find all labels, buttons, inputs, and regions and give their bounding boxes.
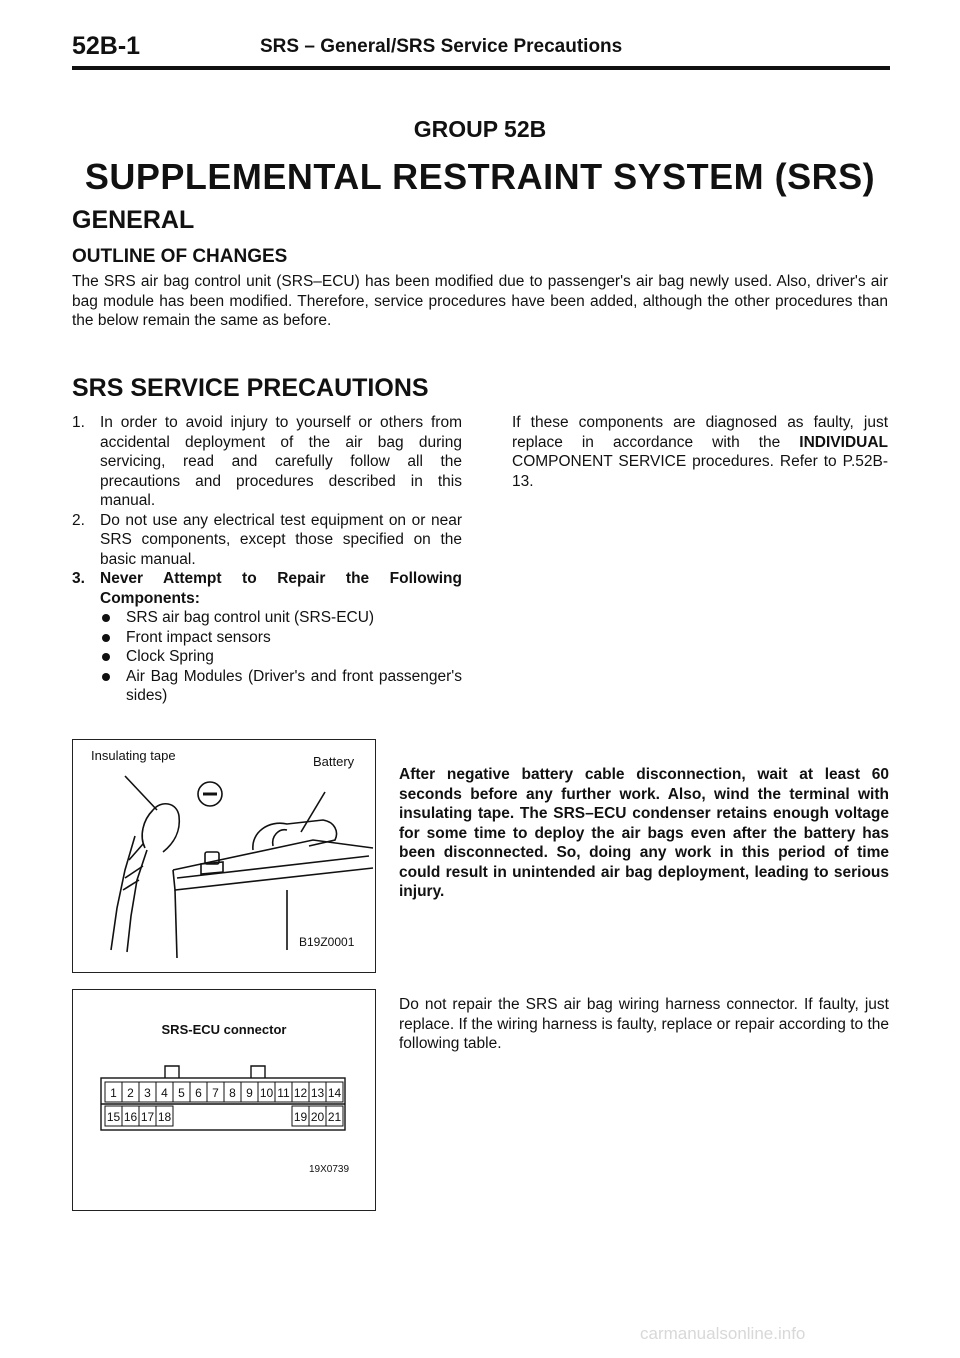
- pin-number: 2: [127, 1086, 134, 1100]
- list-item: SRS air bag control unit (SRS-ECU): [100, 608, 462, 628]
- list-item: Front impact sensors: [100, 628, 462, 648]
- precaution-item: [72, 511, 462, 570]
- connector-figure: [72, 989, 376, 1211]
- emphasis: INDIVIDUAL: [799, 433, 888, 451]
- item-number: 1.: [72, 414, 85, 431]
- pin-number: 10: [259, 1086, 274, 1100]
- precautions-list: [72, 413, 462, 706]
- pin-number: 16: [123, 1110, 138, 1124]
- bullet-icon: [102, 673, 110, 681]
- top-pin-row: [105, 1082, 343, 1102]
- main-title: SUPPLEMENTAL RESTRAINT SYSTEM (SRS): [84, 156, 876, 197]
- outline-heading: OUTLINE OF CHANGES: [72, 246, 288, 267]
- precaution-item: [72, 413, 462, 511]
- header-rule: [72, 66, 890, 70]
- bottom-pin-row: [105, 1106, 343, 1126]
- group-title: GROUP 52B: [413, 116, 547, 142]
- pin-number: 4: [161, 1086, 168, 1100]
- bullet-icon: [102, 634, 110, 642]
- general-heading: GENERAL: [72, 206, 195, 234]
- item-text: Never Attempt to Repair the Following Components:: [100, 570, 462, 607]
- pin-number: 15: [106, 1110, 121, 1124]
- pin-number: 8: [229, 1086, 236, 1100]
- warning-text: After negative battery cable disconnection, wait at least 60 seconds before any further work. Also, wind the terminal with insulating tape. The SRS–ECU condenser retains enough voltage for some time to deploy the air bags even after the battery has been disconnected. So, doing any work in this period of time could result in unintended air bag deployment, leading to serious injury.: [399, 766, 889, 900]
- pin-number: 21: [327, 1110, 342, 1124]
- pin-number: 19: [293, 1110, 308, 1124]
- pin-number: 18: [157, 1110, 172, 1124]
- pin-number: 5: [178, 1086, 185, 1100]
- connector-title: SRS-ECU connector: [161, 1022, 287, 1037]
- pin-number: 9: [246, 1086, 253, 1100]
- list-item: Air Bag Modules (Driver's and front passenger's sides): [100, 667, 462, 706]
- precautions-heading: SRS SERVICE PRECAUTIONS: [72, 374, 429, 402]
- item-number: 3.: [72, 570, 85, 587]
- insulating-tape-label: Insulating tape: [91, 748, 176, 763]
- bullet-icon: [102, 653, 110, 661]
- connector-illustration: [73, 990, 375, 1210]
- list-item: Clock Spring: [100, 647, 462, 667]
- figure-code: B19Z0001: [299, 935, 355, 949]
- component-list: [100, 608, 462, 706]
- pin-number: 7: [212, 1086, 219, 1100]
- pin-number: 13: [310, 1086, 325, 1100]
- battery-illustration: [73, 740, 375, 972]
- pin-number: 6: [195, 1086, 202, 1100]
- precaution-item: [72, 569, 462, 706]
- watermark: carmanualsonline.info: [640, 1324, 806, 1343]
- precautions-right-text: If these components are diagnosed as faulty, just replace in accordance with the INDIVIDUAL COMPONENT SERVICE procedures. Refer to P.52B-13.: [512, 414, 888, 490]
- running-header: SRS – General/SRS Service Precautions: [260, 36, 623, 57]
- pin-number: 12: [293, 1086, 308, 1100]
- page-number: 52B-1: [72, 32, 141, 60]
- item-number: 2.: [72, 511, 85, 529]
- pin-number: 14: [327, 1086, 342, 1100]
- pin-number: 11: [277, 1086, 290, 1100]
- battery-figure: [72, 739, 376, 973]
- pin-number: 17: [140, 1110, 155, 1124]
- pin-number: 20: [310, 1110, 325, 1124]
- harness-note: Do not repair the SRS air bag wiring harness connector. If faulty, just replace. If the wiring harness is faulty, replace or repair according to the following table.: [399, 996, 889, 1052]
- bullet-icon: [102, 614, 110, 622]
- figure-code: 19X0739: [309, 1164, 350, 1175]
- pin-number: 1: [110, 1086, 117, 1100]
- battery-label: Battery: [313, 754, 355, 769]
- item-text: In order to avoid injury to yourself or others from accidental deployment of the air bag during servicing, read and carefully follow all the precautions and procedures described in this manual.: [100, 414, 462, 509]
- pin-number: 3: [144, 1086, 151, 1100]
- outline-body: The SRS air bag control unit (SRS–ECU) has been modified due to passenger's air bag newly used. Also, driver's air bag module has been modified. Therefore, service procedures have been added, although the other procedures than the below remain the same as before.: [72, 273, 888, 329]
- item-text: Do not use any electrical test equipment on or near SRS components, except those specified on the basic manual.: [100, 511, 462, 568]
